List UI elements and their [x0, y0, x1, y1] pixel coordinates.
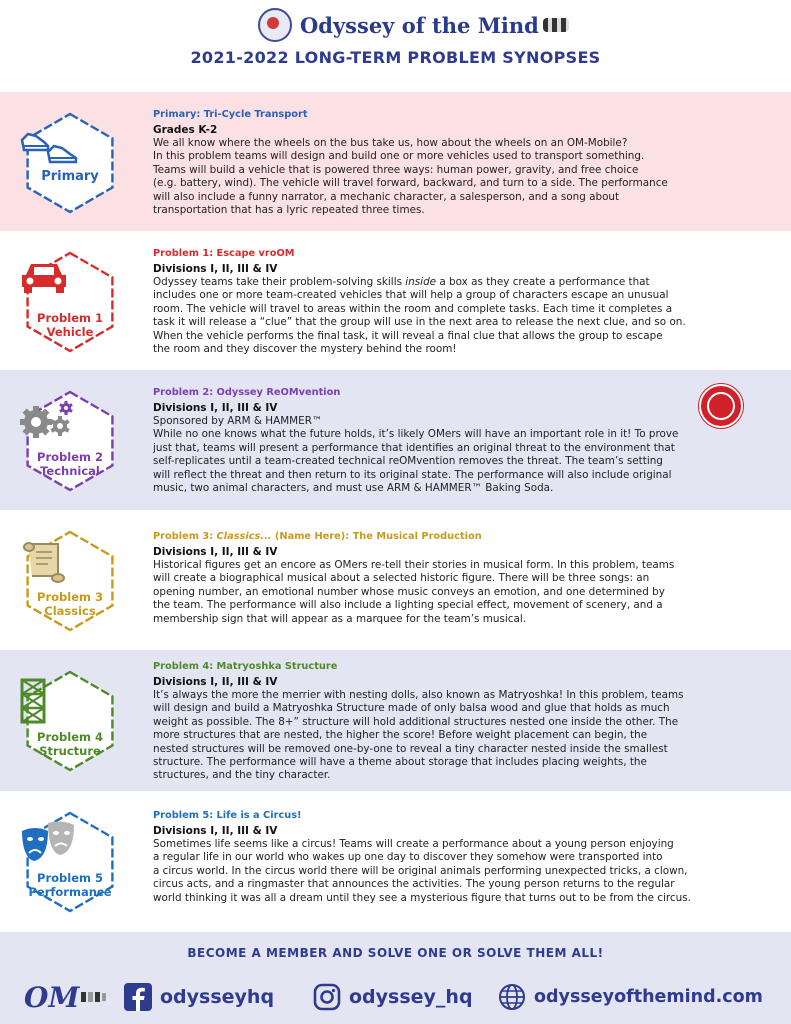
problem-content: [153, 384, 778, 495]
problem-content: [153, 658, 778, 783]
description-line: Sometimes life seems like a circus! Teams will create a performance about a young person enjoying: [153, 838, 674, 850]
problem-title: Problem 4: Matryoshka Structure: [153, 661, 338, 672]
problem-divisions: Divisions I, II, III & IV: [153, 676, 278, 688]
badge-line-1: Problem 5: [37, 871, 103, 885]
problem-description: [153, 276, 778, 356]
description-line: While no one knows what the future holds, it’s likely OMers will have an important role in it! To prove: [153, 428, 679, 441]
problem-badge: [18, 522, 122, 640]
website-link[interactable]: [498, 982, 763, 1012]
problem-badge: [18, 243, 122, 361]
description-line: the team. The performance will also include a lighting special effect, movement of scenery, and a: [153, 599, 663, 612]
problem-divisions: Divisions I, II, III & IV: [153, 402, 278, 414]
problem-description: [153, 689, 778, 783]
description-line: circus acts, and a ringmaster that announces the activities. The young person returns to the regular: [153, 878, 675, 891]
raccoon-tail-icon: [81, 989, 107, 1005]
problem-description: [153, 137, 778, 217]
section-problem-1: [0, 231, 791, 370]
description-line: more structures that are nested, the higher the score! Before weight placement can begin, the: [153, 729, 648, 742]
description-line: will create a biographical musical about a selected historic figure. There will be three songs: an: [153, 572, 650, 585]
problem-description: [153, 428, 778, 495]
badge-label: [18, 590, 122, 618]
section-problem-5: [0, 791, 791, 932]
description-line: will reflect the threat and then return to its original state. The performance will also include original: [153, 468, 672, 481]
problem-badge: [18, 803, 122, 921]
description-line: self-replicates until a team-created technical reOMvention removes the threat. The team’s setting: [153, 455, 663, 468]
badge-line-1: Problem 4: [37, 730, 103, 744]
description-line: task it will release a “clue” that the group will use in the next area to release the next clue, and so on.: [153, 316, 686, 329]
badge-line-1: Problem 2: [37, 450, 103, 464]
description-line: world thinking it was all a dream until they see a mysterious figure that turns out to be from the circus.: [153, 891, 691, 904]
description-line: When the vehicle performs the final task, it will reveal a final clue that allows the group to escape: [153, 329, 663, 342]
badge-line-2: Classics: [44, 604, 96, 618]
badge-line-2: Performance: [28, 885, 112, 899]
instagram-handle: odyssey_hq: [349, 986, 473, 1008]
facebook-icon: [124, 983, 152, 1011]
description-line: Historical figures get an encore as OMers re-tell their stories in musical form. In this problem, teams: [153, 559, 675, 571]
badge-label: [18, 730, 122, 758]
badge-line-1: Primary: [41, 169, 99, 184]
description-line: a regular life in our world who wakes up one day to discover they somehow were transported into: [153, 851, 663, 864]
problem-title: Problem 1: Escape vroOM: [153, 248, 295, 259]
description-line: We all know where the wheels on the bus take us, how about the wheels on an OM-Mobile?: [153, 137, 628, 149]
facebook-link[interactable]: [124, 982, 274, 1012]
problem-content: [153, 106, 778, 217]
description-line: just that, teams will present a performance that identifies an original threat to the environment that: [153, 441, 675, 454]
problem-divisions: Divisions I, II, III & IV: [153, 546, 278, 558]
problem-description: [153, 838, 778, 905]
page-footer: [0, 932, 791, 1024]
page-header: [0, 0, 791, 92]
section-primary: [0, 92, 791, 231]
problem-title: Problem 2: Odyssey ReOMvention: [153, 387, 341, 398]
badge-line-1: Problem 1: [37, 311, 103, 325]
problem-divisions: Divisions I, II, III & IV: [153, 825, 278, 837]
description-line: membership sign that will appear as a marquee for the team’s musical.: [153, 612, 527, 625]
footer-tagline: BECOME A MEMBER AND SOLVE ONE OR SOLVE THEM ALL!: [187, 946, 604, 960]
problem-badge: [18, 382, 122, 500]
description-line: a circus world. In the circus world there will be original animals performing unexpected tricks, a clown,: [153, 864, 688, 877]
badge-label: [18, 871, 122, 899]
logo-text: Odyssey of the Mind: [300, 12, 539, 38]
description-line: room. The vehicle will travel to areas within the room and complete tasks. Each time it completes a: [153, 302, 673, 315]
description-line: It’s always the more the merrier with nesting dolls, also known as Matryoshka! In this problem, teams: [153, 689, 684, 701]
description-line: opening number, an emotional number whose music conveys an emotion, and one determined by: [153, 585, 665, 598]
problem-title: Primary: Tri-Cycle Transport: [153, 109, 308, 120]
description-line: music, two animal characters, and must use ARM & HAMMER™ Baking Soda.: [153, 482, 554, 495]
instagram-icon: [313, 983, 341, 1011]
raccoon-tail-icon: [543, 18, 569, 32]
description-line: structures, and the tiny character.: [153, 769, 331, 782]
logo-badge-icon: [258, 8, 292, 42]
problem-content: [153, 245, 778, 356]
description-line: will also include a funny narrator, a mechanic character, a salesperson, and a song about: [153, 190, 620, 203]
problem-title: Problem 3: Classics... (Name Here): The Musical Production: [153, 531, 482, 542]
problem-badge: [18, 104, 122, 222]
facebook-handle: odysseyhq: [160, 986, 275, 1008]
description-line: includes one or more team-created vehicles that will help a group of characters escape an unusual: [153, 289, 669, 302]
description-line: structure. The performance will have a theme about storage that includes placing weights, the: [153, 756, 647, 769]
problem-badge: [18, 662, 122, 780]
description-line: will design and build a Matryoshka Structure made of only balsa wood and glue that holds as much: [153, 702, 670, 715]
description-line: weight as possible. The 8+” structure will hold additional structures nested one inside the other. The: [153, 715, 679, 728]
problem-content: [153, 807, 778, 905]
description-line: (e.g. battery, wind). The vehicle will travel forward, backward, and turn to a side. The performance: [153, 177, 668, 190]
description-line: Teams will build a vehicle that is powered three ways: human power, gravity, and free choice: [153, 163, 639, 176]
description-line: nested structures will be removed one-by-one to reveal a tiny character nested inside the smallest: [153, 742, 668, 755]
globe-icon: [498, 983, 526, 1011]
badge-label: [18, 450, 122, 478]
problem-divisions: Grades K-2: [153, 124, 218, 136]
section-problem-3: [0, 510, 791, 650]
description-line: Odyssey teams take their problem-solving skills inside a box as they create a performance that: [153, 276, 650, 288]
badge-label: [18, 170, 122, 184]
description-line: the room and they discover the mystery behind the room!: [153, 343, 457, 356]
odyssey-logo[interactable]: [258, 8, 569, 42]
problem-title: Problem 5: Life is a Circus!: [153, 810, 302, 821]
badge-line-1: Problem 3: [37, 590, 103, 604]
problem-content: [153, 528, 778, 626]
om-logo[interactable]: [24, 982, 107, 1012]
description-line: transportation that has a lyric repeated three times.: [153, 204, 425, 217]
instagram-link[interactable]: [313, 982, 473, 1012]
arm-and-hammer-logo-icon: [699, 384, 743, 428]
description-line: In this problem teams will design and build one or more vehicles used to transport something.: [153, 150, 645, 163]
problem-description: [153, 559, 778, 626]
website-url: odysseyofthemind.com: [534, 987, 763, 1007]
section-problem-2: [0, 370, 791, 510]
section-problem-4: [0, 650, 791, 791]
badge-line-2: Technical: [40, 464, 100, 478]
badge-label: [18, 311, 122, 339]
badge-line-2: Structure: [39, 744, 101, 758]
badge-line-2: Vehicle: [46, 325, 94, 339]
om-logo-text: OM: [24, 980, 80, 1014]
problem-sponsor: Sponsored by ARM & HAMMER™: [153, 415, 323, 427]
problem-divisions: Divisions I, II, III & IV: [153, 263, 278, 275]
page-title: 2021-2022 LONG-TERM PROBLEM SYNOPSES: [190, 48, 601, 67]
